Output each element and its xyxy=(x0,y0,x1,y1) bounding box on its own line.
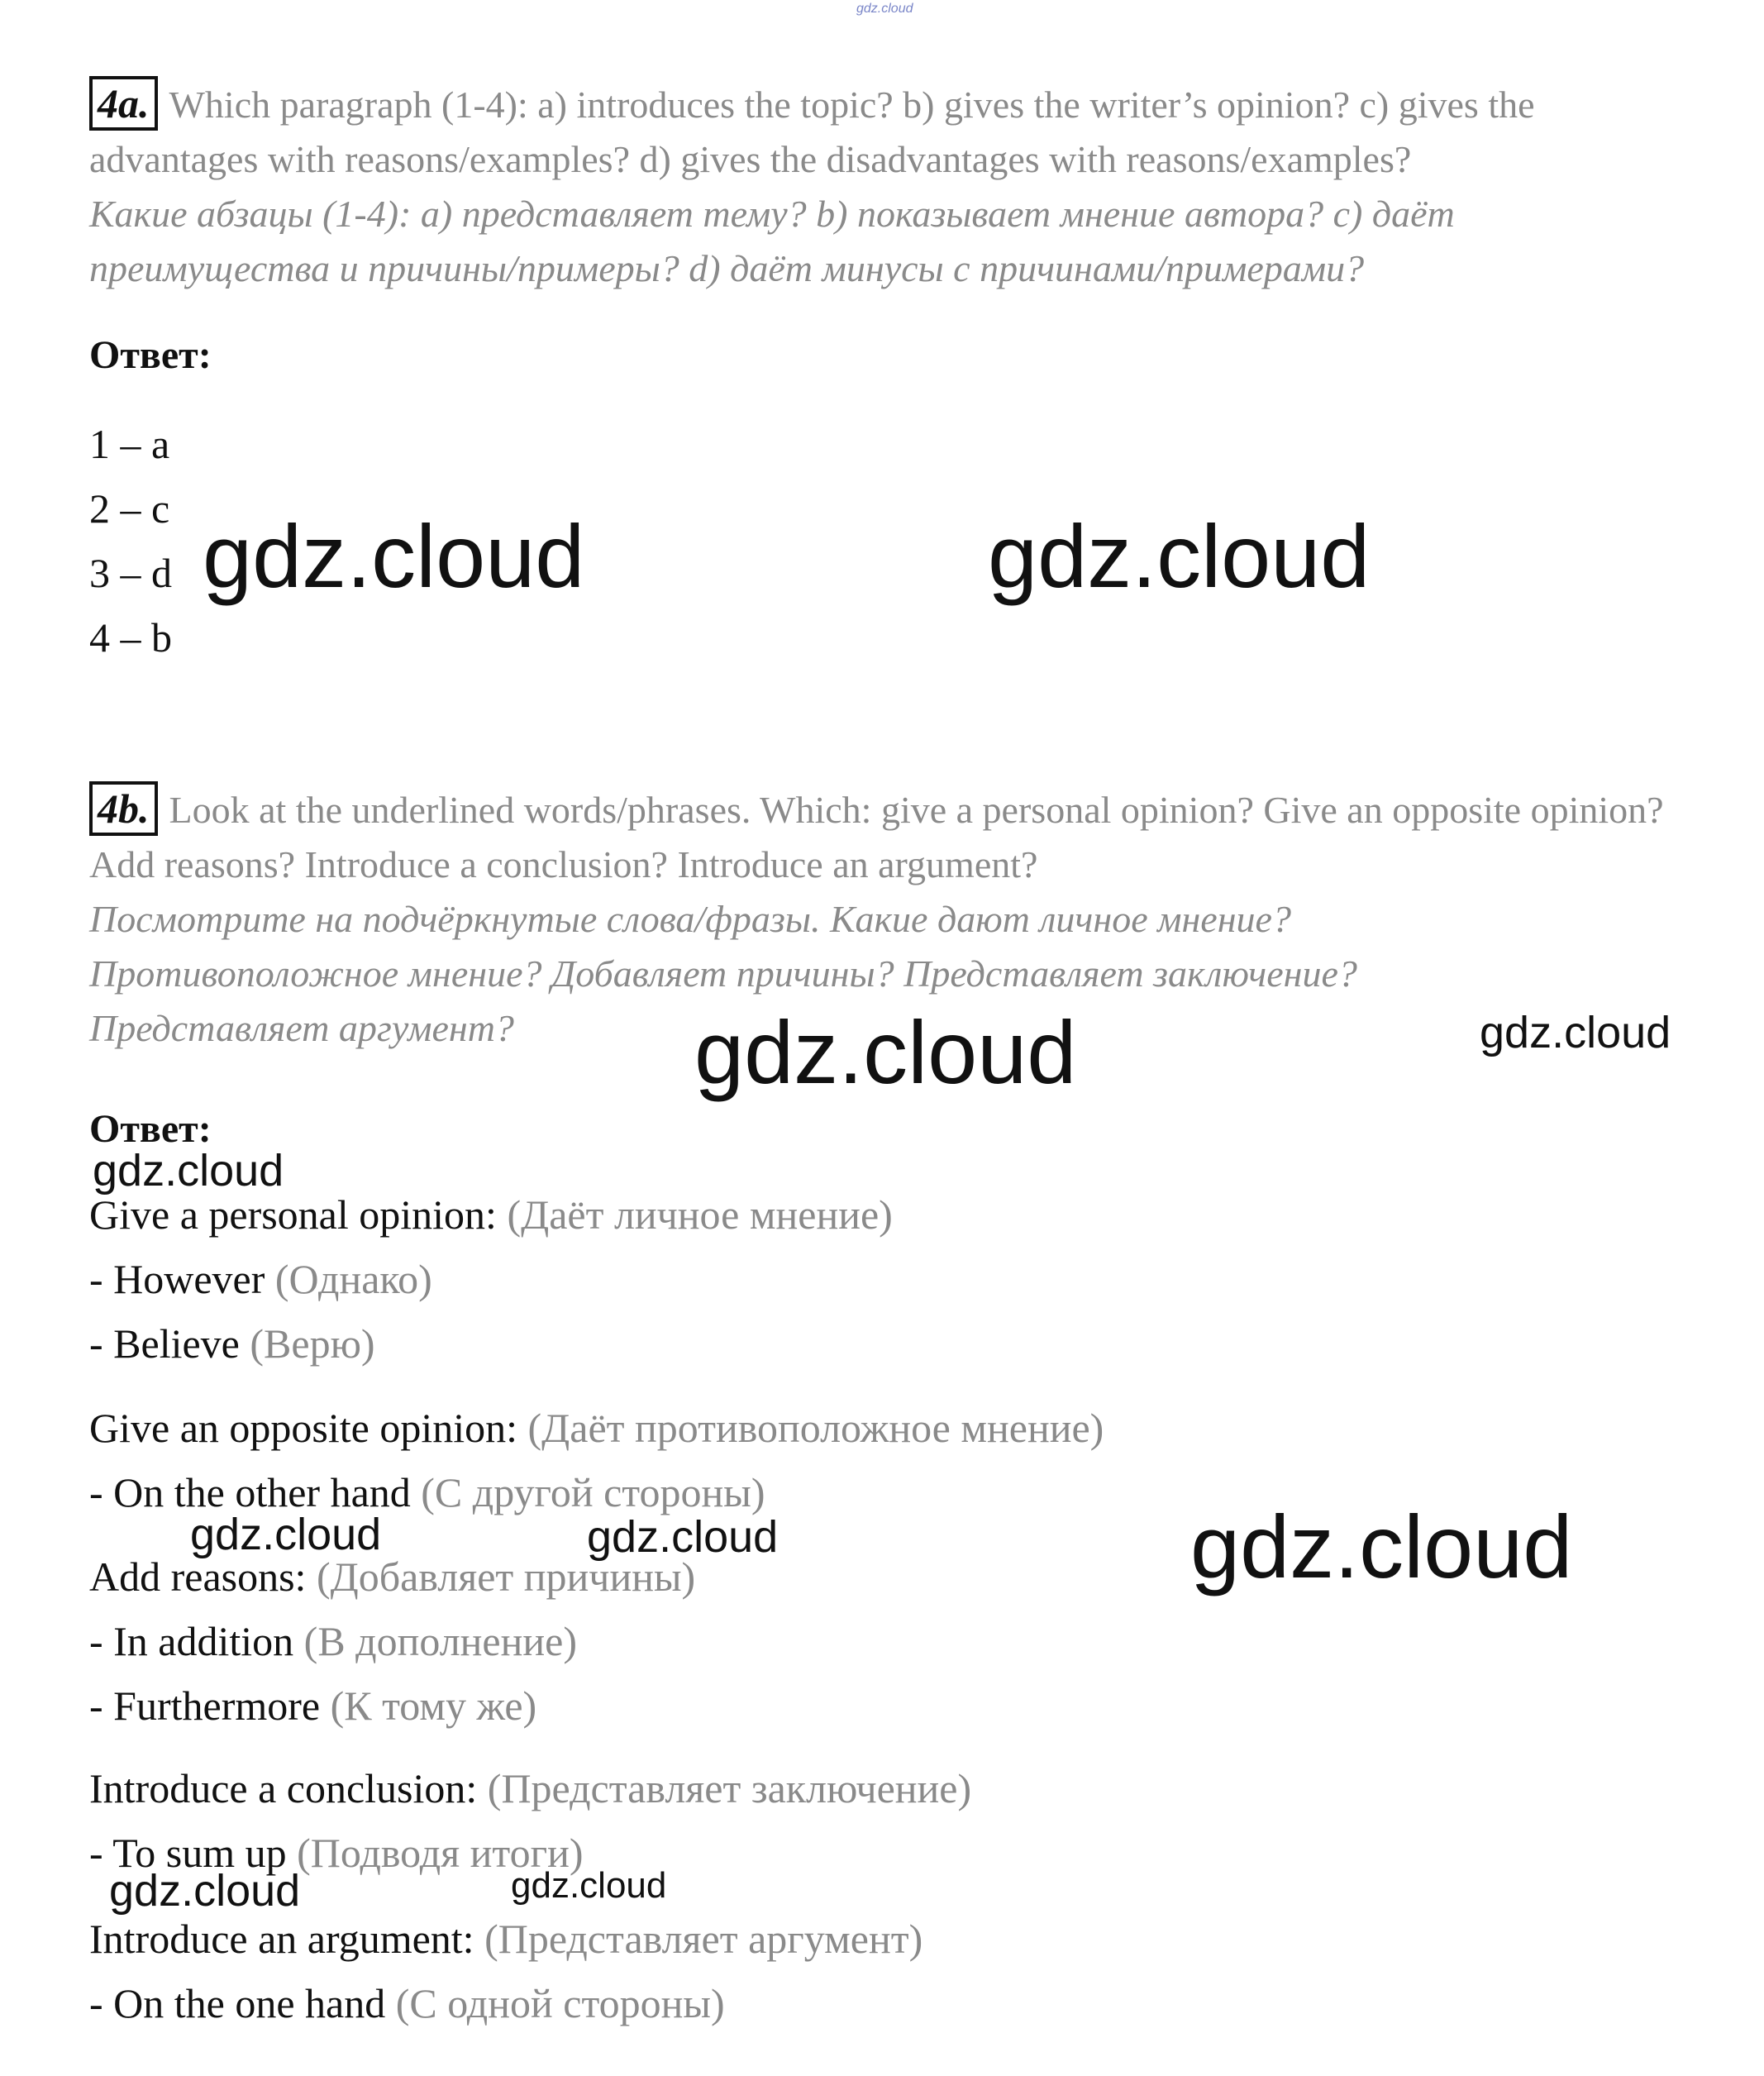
group-heading: Introduce an argument: xyxy=(89,1916,474,1962)
group-heading-translation: (Даёт противоположное мнение) xyxy=(527,1405,1104,1451)
watermark: gdz.cloud xyxy=(93,1146,284,1195)
exercise-4a-answers xyxy=(89,412,172,670)
group-heading: Give an opposite opinion: xyxy=(89,1405,517,1451)
watermark: gdz.cloud xyxy=(988,506,1371,606)
group-heading-translation: (Добавляет причины) xyxy=(316,1553,696,1600)
watermark: gdz.cloud xyxy=(109,1866,301,1916)
phrase-translation: (С одной стороны) xyxy=(395,1980,725,2026)
group-argument xyxy=(89,1907,923,2035)
exercise-4a-question xyxy=(89,76,1685,296)
answer-line: 2 – c xyxy=(89,485,170,532)
exercise-4a-translation: Какие абзацы (1-4): а) представляет тему? b) показывает мнение автора? с) даёт преимущества и причины/примеры? d) даёт минусы с причинами/примерами? xyxy=(89,193,1455,289)
watermark: gdz.cloud xyxy=(511,1865,667,1906)
group-heading: Add reasons: xyxy=(89,1553,307,1600)
phrase-translation: (С другой стороны) xyxy=(421,1469,765,1515)
exercise-4b-answer-label: Ответ: xyxy=(89,1107,212,1151)
phrase-translation: (В дополнение) xyxy=(303,1618,577,1664)
header-watermark: gdz.cloud xyxy=(856,2,913,16)
phrase: - Furthermore xyxy=(89,1682,321,1729)
phrase: - To sum up xyxy=(89,1830,287,1876)
group-add-reasons xyxy=(89,1544,695,1738)
phrase: - Believe xyxy=(89,1320,240,1367)
answer-line: 1 – a xyxy=(89,421,170,467)
exercise-4b-badge: 4b. xyxy=(89,781,158,836)
exercise-4a-answer-label: Ответ: xyxy=(89,333,212,377)
answer-line: 3 – d xyxy=(89,550,172,596)
group-opposite-opinion xyxy=(89,1396,1104,1525)
phrase: - In addition xyxy=(89,1618,294,1664)
group-heading: Introduce a conclusion: xyxy=(89,1765,478,1811)
exercise-4a-badge: 4a. xyxy=(89,76,158,131)
watermark: gdz.cloud xyxy=(1190,1496,1573,1596)
phrase-translation: (Однако) xyxy=(274,1256,432,1302)
phrase-translation: (Подводя итоги) xyxy=(297,1830,584,1876)
watermark: gdz.cloud xyxy=(1480,1008,1671,1057)
watermark: gdz.cloud xyxy=(694,1002,1077,1102)
phrase-translation: (Верю) xyxy=(250,1320,375,1367)
phrase: - However xyxy=(89,1256,265,1302)
phrase-translation: (К тому же) xyxy=(330,1682,537,1729)
exercise-4a-text: Which paragraph (1-4): a) introduces the topic? b) gives the writer’s opinion? c) gives the advantages with reasons/examples? d) gives the disadvantages with reasons/examples? xyxy=(89,84,1535,180)
group-heading-translation: (Представляет аргумент) xyxy=(484,1916,923,1962)
group-heading-translation: (Представляет заключение) xyxy=(487,1765,972,1811)
group-personal-opinion xyxy=(89,1182,893,1376)
exercise-4b-translation: Посмотрите на подчёркнутые слова/фразы. Какие дают личное мнение? Противоположное мнение? Добавляет причины? Представляет заключение? Представляет аргумент? xyxy=(89,898,1357,1049)
watermark: gdz.cloud xyxy=(190,1510,382,1559)
group-heading: Give a personal opinion: xyxy=(89,1191,497,1238)
watermark: gdz.cloud xyxy=(587,1512,779,1562)
phrase: - On the other hand xyxy=(89,1469,411,1515)
exercise-4b-text: Look at the underlined words/phrases. Which: give a personal opinion? Give an opposite opinion? Add reasons? Introduce a conclusion? Introduce an argument? xyxy=(89,789,1664,885)
group-heading-translation: (Даёт личное мнение) xyxy=(507,1191,893,1238)
phrase: - On the one hand xyxy=(89,1980,386,2026)
watermark: gdz.cloud xyxy=(203,506,585,606)
answer-line: 4 – b xyxy=(89,614,172,661)
